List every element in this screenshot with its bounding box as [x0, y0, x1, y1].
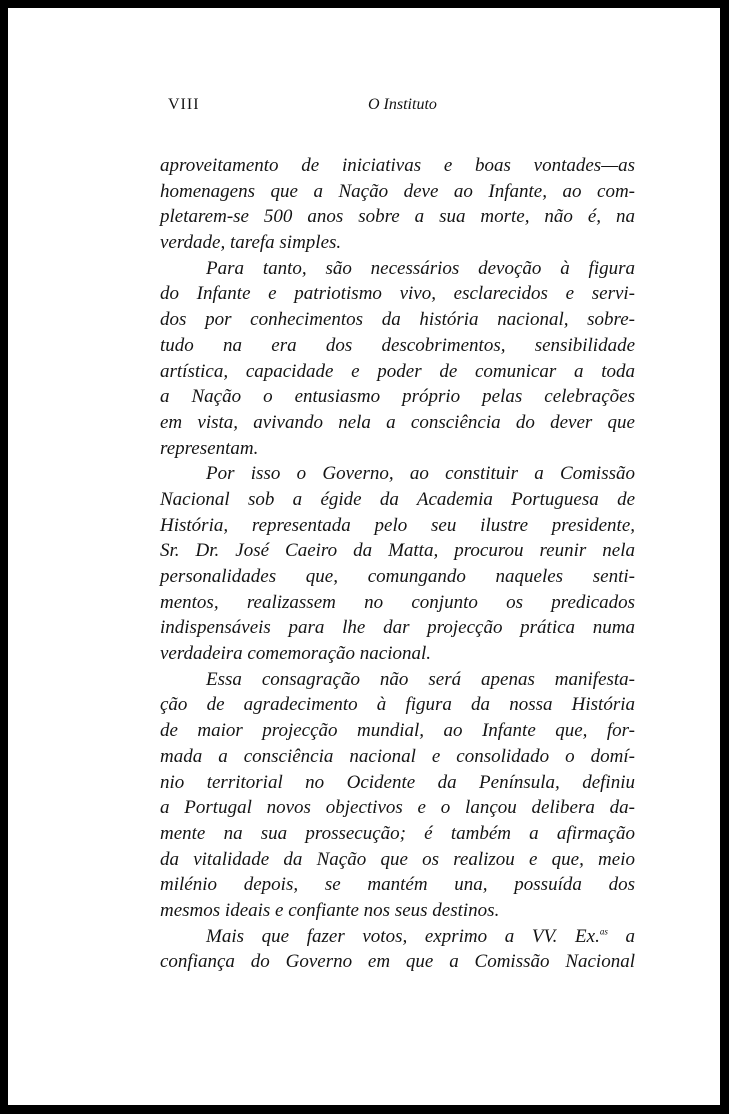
text-line: da vitalidade da Nação que os realizou e que, meio [160, 848, 635, 870]
superscript-abbreviation: as [599, 926, 608, 937]
text-line: indispensáveis para lhe dar projecção prática numa [160, 617, 635, 639]
text-line: artística, capacidade e poder de comunicar a toda [160, 360, 635, 382]
text-line: Para tanto, são necessários devoção à figura [206, 257, 635, 279]
text-line: do Infante e patriotismo vivo, esclarecidos e servi- [160, 283, 635, 305]
text-line: a Portugal novos objectivos e o lançou delibera da- [160, 797, 635, 819]
text-line: confiança do Governo em que a Comissão Nacional [160, 951, 635, 973]
running-title: O Instituto [368, 96, 437, 113]
text-segment: Mais que fazer votos, exprimo a VV. Ex. [206, 925, 600, 947]
text-line: homenagens que a Nação deve ao Infante, ao com- [160, 180, 635, 202]
text-line: ção de agradecimento à figura da nossa História [160, 694, 635, 716]
text-line: Por isso o Governo, ao constituir a Comissão [206, 463, 635, 485]
text-line: nio territorial no Ocidente da Península, definiu [160, 771, 635, 793]
paragraph-1 [160, 153, 635, 256]
text-line: em vista, avivando nela a consciência do dever que [160, 411, 635, 433]
page-number: VIII [168, 96, 200, 113]
paragraph-3 [160, 461, 635, 667]
text-line: História, representada pelo seu ilustre presidente, [160, 514, 635, 536]
paragraph-4 [160, 667, 635, 924]
text-line: verdadeira comemoração nacional. [160, 643, 432, 665]
text-line: mente na sua prossecução; é também a afirmação [160, 822, 635, 844]
text-line: representam. [160, 437, 259, 459]
text-line: personalidades que, comungando naqueles senti- [160, 566, 635, 587]
text-line-with-superscript [160, 924, 635, 950]
text-line: de maior projecção mundial, ao Infante que, for- [160, 720, 635, 742]
paragraph-5 [160, 924, 635, 975]
text-line: mentos, realizassem no conjunto os predicados [160, 591, 635, 613]
text-line: pletarem-se 500 anos sobre a sua morte, não é, na [160, 206, 635, 228]
text-line: mada a consciência nacional e consolidado o domí- [160, 745, 635, 767]
text-line: aproveitamento de iniciativas e boas vontades—as [160, 155, 635, 176]
book-page [8, 8, 720, 1105]
text-line: Essa consagração não será apenas manifesta- [206, 668, 635, 690]
text-line: milénio depois, se mantém una, possuída dos [160, 874, 635, 896]
text-line: Sr. Dr. José Caeiro da Matta, procurou reunir nela [160, 540, 635, 562]
body-text [160, 153, 635, 975]
text-line: dos por conhecimentos da história nacional, sobre- [160, 309, 635, 331]
text-segment: a [607, 925, 635, 947]
text-line: Nacional sob a égide da Academia Portuguesa de [160, 488, 635, 510]
text-line: tudo na era dos descobrimentos, sensibilidade [160, 334, 635, 356]
text-line: verdade, tarefa simples. [160, 232, 342, 254]
text-line: mesmos ideais e confiante nos seus destinos. [160, 899, 500, 921]
text-line: a Nação o entusiasmo próprio pelas celebrações [160, 386, 635, 408]
page-header [168, 96, 633, 122]
paragraph-2 [160, 256, 635, 462]
